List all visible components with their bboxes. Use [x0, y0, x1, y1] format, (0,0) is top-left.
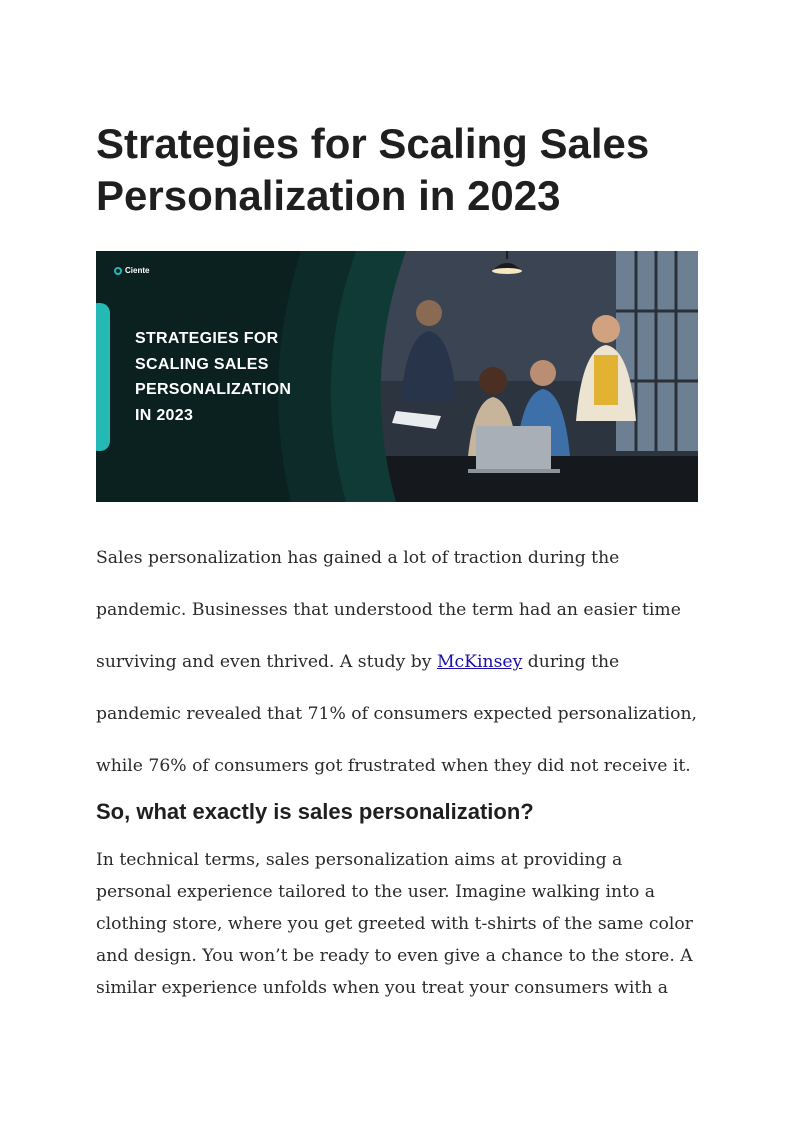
page-title [96, 118, 698, 222]
intro-line: while 76% of consumers got frustrated when they did not receive it. [96, 756, 691, 776]
title-line-2: Personalization in 2023 [96, 172, 561, 219]
section-line: similar experience unfolds when you treat your consumers with a [96, 978, 669, 998]
banner-heading-line: IN 2023 [135, 406, 194, 424]
hero-banner-image [96, 251, 698, 502]
banner-heading-line: STRATEGIES FOR [135, 330, 279, 347]
intro-line [96, 636, 698, 688]
section-paragraph [96, 844, 698, 1004]
intro-line: pandemic revealed that 71% of consumers expected personalization, [96, 704, 698, 724]
mckinsey-link[interactable]: McKinsey [436, 652, 523, 672]
intro-paragraph [96, 532, 698, 792]
banner-heading-line: PERSONALIZATION [135, 381, 292, 398]
brand-logo [114, 266, 149, 275]
title-line-1: Strategies for Scaling Sales [96, 120, 650, 167]
section-line: and design. You won’t be ready to even give a chance to the store. A [96, 946, 693, 966]
section-heading: So, what exactly is sales personalization? [96, 799, 534, 824]
brand-logo-icon [114, 267, 122, 275]
section-line: personal experience tailored to the user. Imagine walking into a [96, 882, 656, 902]
brand-name: Ciente [125, 266, 150, 275]
intro-line: pandemic. Businesses that understood the term had an easier time [96, 600, 681, 620]
intro-text: during the [522, 652, 620, 672]
banner-heading [135, 326, 291, 428]
section-line: In technical terms, sales personalization aims at providing a [96, 850, 623, 870]
accent-bar [96, 303, 110, 451]
section-line: clothing store, where you get greeted with t-shirts of the same color [96, 914, 693, 934]
banner-heading-line: SCALING SALES [135, 355, 269, 373]
intro-text: surviving and even thrived. A study by [96, 652, 437, 672]
intro-line: Sales personalization has gained a lot of traction during the [96, 548, 620, 568]
